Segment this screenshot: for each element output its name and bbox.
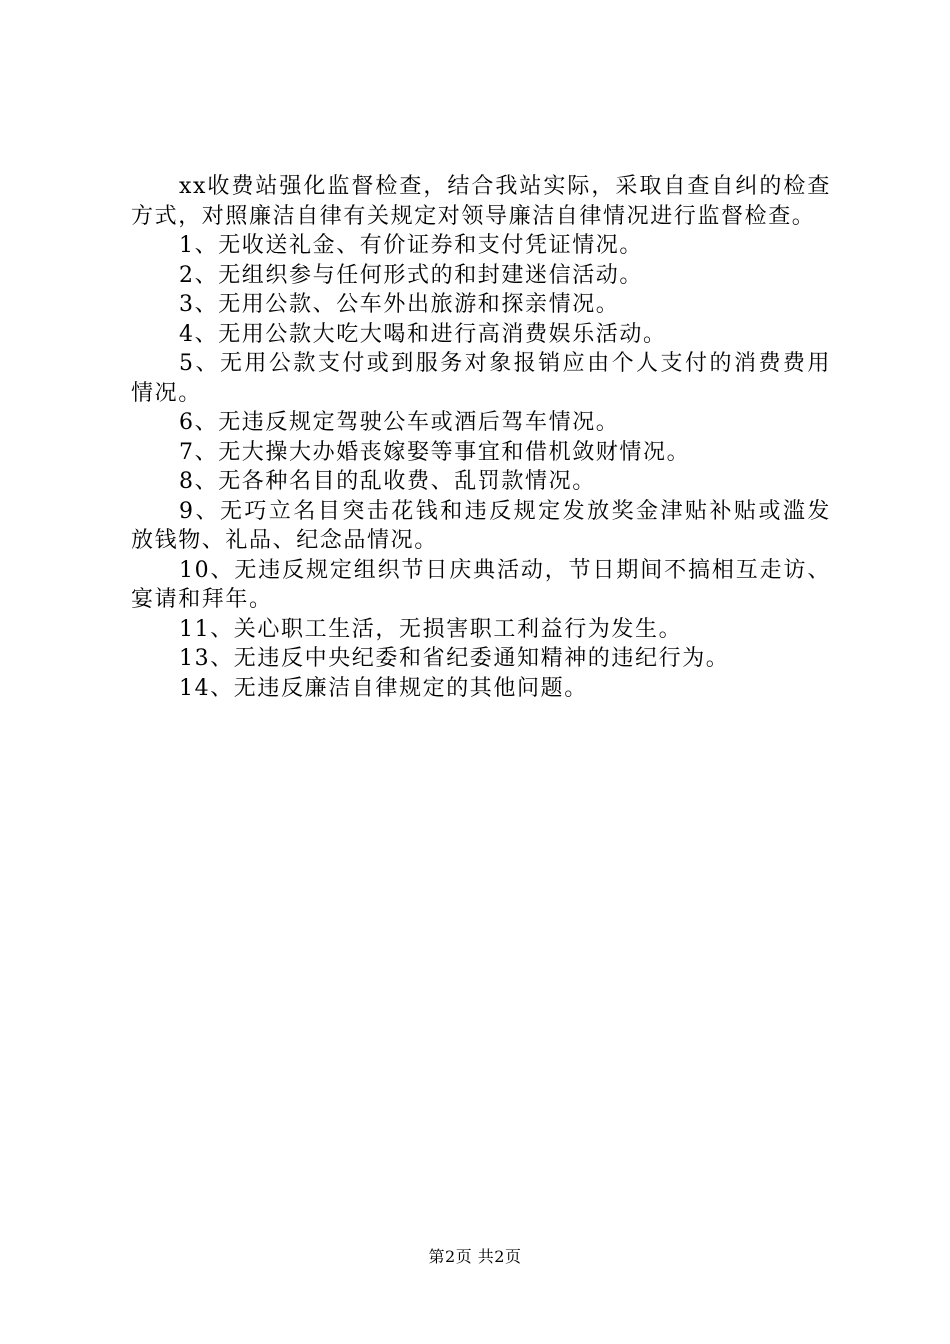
list-item: 14、无违反廉洁自律规定的其他问题。	[179, 675, 588, 701]
list-item: 4、无用公款大吃大喝和进行高消费娱乐活动。	[179, 321, 667, 347]
intro-paragraph: xx收费站强化监督检查，结合我站实际，采取自查自纠的检查方式，对照廉洁自律有关规定对领导廉洁自律情况进行监督检查。	[131, 174, 831, 229]
list-item: 7、无大操大办婚丧嫁娶等事宜和借机敛财情况。	[179, 439, 691, 465]
list-item: 13、无违反中央纪委和省纪委通知精神的违纪行为。	[179, 646, 730, 671]
list-item: 3、无用公款、公车外出旅游和探亲情况。	[179, 292, 620, 317]
list-item: 1、无收送礼金、有价证券和支付凭证情况。	[179, 233, 643, 258]
list-item: 11、关心职工生活，无损害职工利益行为发生。	[179, 616, 683, 642]
list-item: 2、无组织参与任何形式的和封建迷信活动。	[179, 262, 643, 288]
list-item: 9、无巧立名目突击花钱和违反规定发放奖金津贴补贴或滥发放钱物、礼品、纪念品情况。	[131, 498, 831, 553]
list-item: 10、无违反规定组织节日庆典活动，节日期间不搞相互走访、宴请和拜年。	[131, 557, 831, 612]
list-item: 5、无用公款支付或到服务对象报销应由个人支付的消费费用情况。	[131, 351, 831, 406]
list-item: 6、无违反规定驾驶公车或酒后驾车情况。	[179, 410, 620, 435]
page-number-footer: 第2页 共2页	[428, 1247, 522, 1266]
list-item: 8、无各种名目的乱收费、乱罚款情况。	[179, 469, 596, 494]
document-body	[131, 172, 831, 703]
